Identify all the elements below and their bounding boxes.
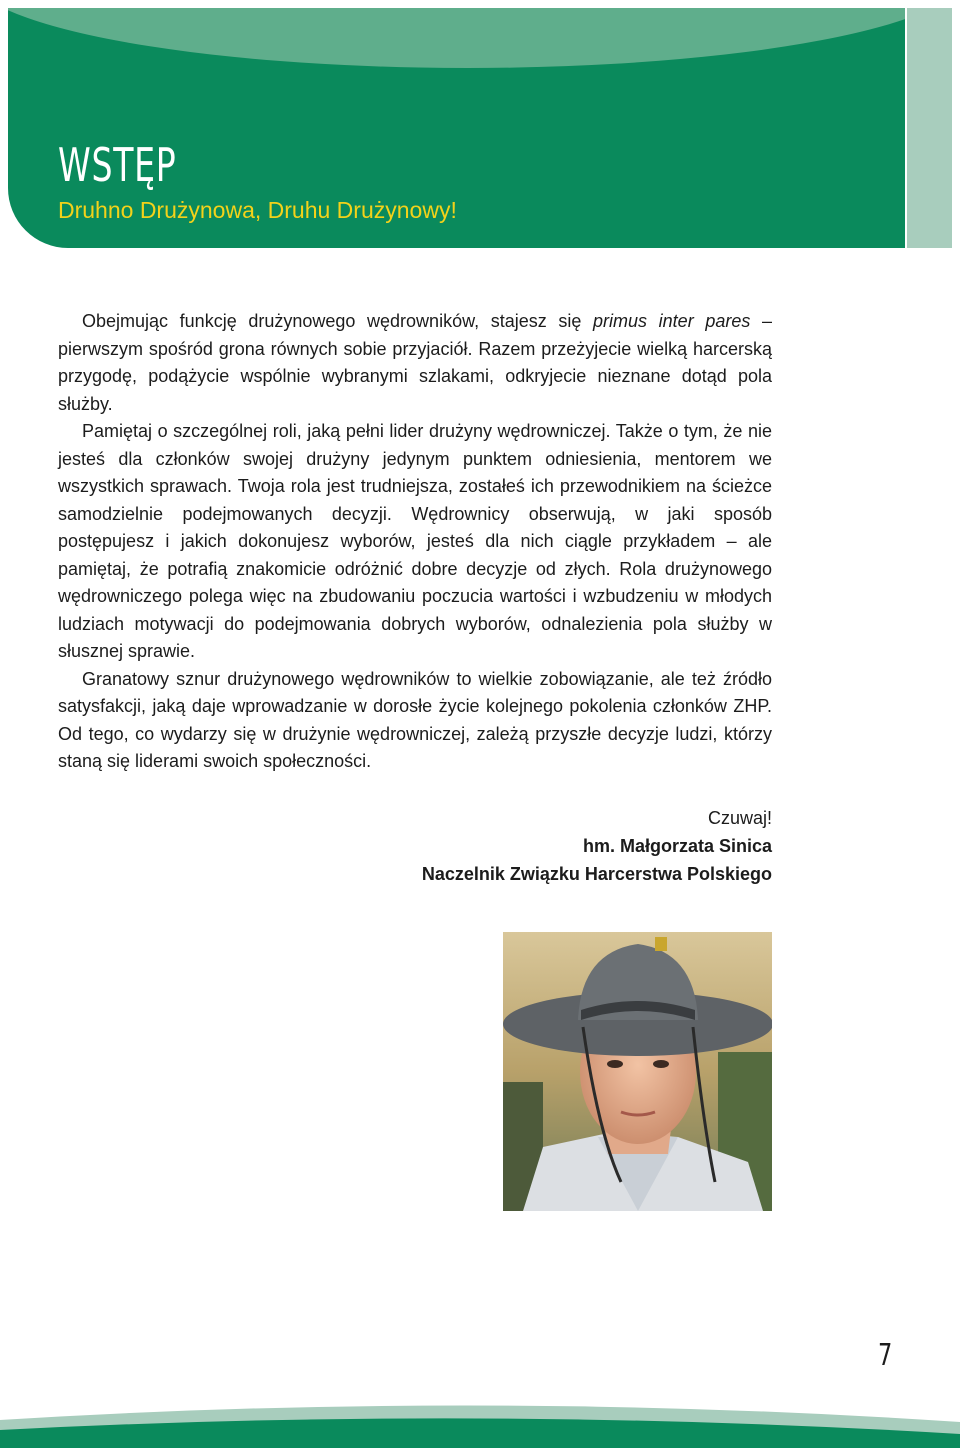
author-photo <box>503 932 772 1211</box>
paragraph-1: Obejmując funkcję drużynowego wędrowników, stajesz się primus inter pares – pierwszym spośród grona równych sobie przyjaciół. Razem przeżyjecie wielką harcerską przygodę, podążycie wspólnie wybranymi szlakami, odkryjecie nieznane dotąd pola służby. <box>58 311 773 414</box>
latin-phrase: primus inter pares <box>593 311 751 331</box>
paragraph-3: Granatowy sznur drużynowego wędrowników to wielkie zobowiązanie, ale też źródło satysfakcji, jaką daje wprowadzanie w dorosłe życie kolejnego pokolenia członków ZHP. Od tego, co wydarzy się w drużynie wędrowniczej, zależą przyszłe decyzje ludzi, którzy staną się liderami swoich społeczności. <box>58 668 772 771</box>
header-side-strip <box>907 8 952 248</box>
signature-name: hm. Małgorzata Sinica <box>582 836 772 856</box>
page-title: WSTĘP <box>58 138 177 192</box>
footer-wave-decoration <box>0 1400 960 1448</box>
page-subtitle: Druhno Drużynowa, Druhu Drużynowy! <box>58 197 457 223</box>
footer-band <box>0 1400 960 1448</box>
paragraph-2: Pamiętaj o szczególnej roli, jaką pełni lider drużyny wędrowniczej. Także o tym, że nie jesteś dla członków swojej drużyny jedynym punktem odniesienia, mentorem we wszystkich sprawach. Twoja rola jest trudniejsza, zostałeś ich przewodnikiem na ścieżce samodzielnie podejmowanych decyzji. Wędrownicy obserwują, w jaki sposób postępujesz i jakich dokonujesz wyborów, jesteś dla nich ciągle przykładem – ale pamiętaj, że potrafią znakomicie odróżnić dobre decyzje od złych. Rola drużynowego wędrowniczego polega więc na zbudowaniu poczucia wartości i wzbudzeniu w młodych ludziach motywacji do podejmowania dobrych wyborów, odnalezienia pola służby w słusznej sprawie. <box>58 421 772 661</box>
header-top-arc <box>8 8 905 68</box>
body-text <box>58 308 772 776</box>
signature-role: Naczelnik Związku Harcerstwa Polskiego <box>421 864 772 884</box>
signature-block <box>360 804 772 888</box>
author-portrait-image <box>503 932 772 1211</box>
signature-greeting: Czuwaj! <box>707 808 772 828</box>
page-number: 7 <box>878 1338 893 1373</box>
